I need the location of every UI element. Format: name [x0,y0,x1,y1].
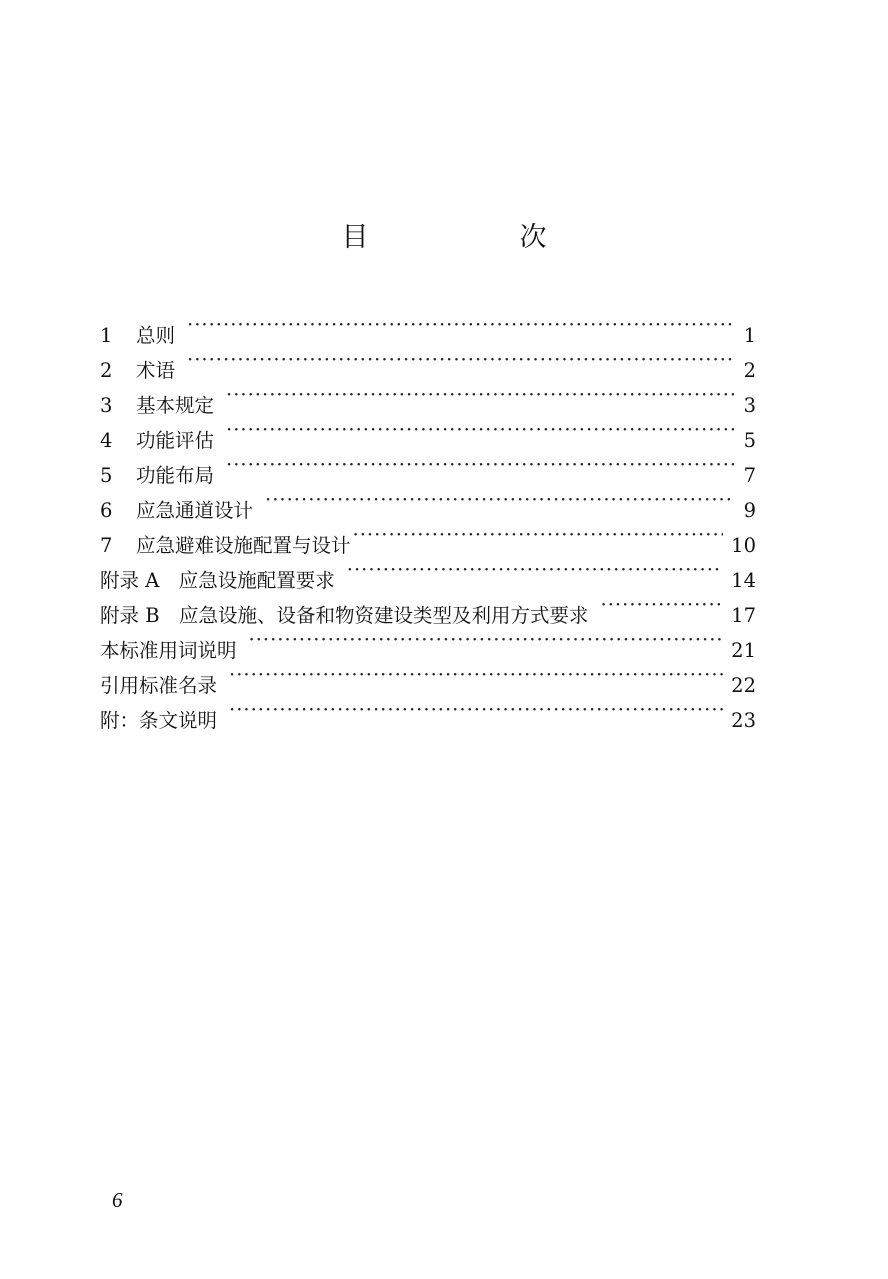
page-title: 目 次 [341,222,609,253]
toc-entry-number: 1 [100,324,113,347]
toc-dot-leader [226,377,734,412]
toc-dot-leader [187,342,734,377]
toc-dot-leader [229,692,723,727]
toc-entry-page: 14 [731,569,756,592]
toc-entry-label: 应急通道设计 [136,499,254,522]
toc-entry-label: 附：条文说明 [100,709,218,732]
toc-entry-number: 6 [100,499,113,522]
toc-entry-number: 7 [100,534,113,557]
toc-entry-number: 5 [100,464,113,487]
toc-entry-label: 本标准用词说明 [100,639,237,662]
toc-entry-number: 2 [100,359,113,382]
toc-entry-page: 10 [731,534,756,557]
toc-dot-leader [353,517,724,552]
toc-entry-page: 2 [743,359,756,382]
toc-entry-label: 功能布局 [136,464,215,487]
toc-dot-leader [187,307,734,342]
toc-entry-page: 23 [731,709,756,732]
table-of-contents [100,307,756,732]
toc-entry-label: 总则 [136,324,176,347]
toc-dot-leader [347,552,723,587]
toc-entry-label: 术语 [136,359,176,382]
toc-entry-label: 附录 A 应急设施配置要求 [100,569,335,592]
toc-entry-page: 3 [743,394,756,417]
toc-entry[interactable] [100,307,756,347]
toc-entry-label: 引用标准名录 [100,674,218,697]
toc-entry-page: 7 [743,464,756,487]
toc-entry-number: 3 [100,394,113,417]
toc-entry-page: 1 [743,324,756,347]
toc-dot-leader [226,412,734,447]
toc-entry-page: 9 [743,499,756,522]
toc-dot-leader [601,587,724,622]
toc-entry-label: 附录 B 应急设施、设备和物资建设类型及利用方式要求 [100,604,589,627]
toc-entry-label: 基本规定 [136,394,215,417]
toc-entry[interactable] [100,342,756,382]
toc-entry-page: 22 [731,674,756,697]
toc-entry-page: 17 [731,604,756,627]
toc-entry-page: 21 [731,639,756,662]
toc-entry-page: 5 [743,429,756,452]
toc-entry[interactable] [100,377,756,417]
toc-entry-number: 4 [100,429,113,452]
toc-dot-leader [226,447,734,482]
toc-entry-label: 应急避难设施配置与设计 [136,534,351,557]
toc-dot-leader [265,482,734,517]
toc-dot-leader [229,657,723,692]
page-number: 6 [112,1188,123,1212]
toc-dot-leader [249,622,724,657]
toc-entry-label: 功能评估 [136,429,215,452]
